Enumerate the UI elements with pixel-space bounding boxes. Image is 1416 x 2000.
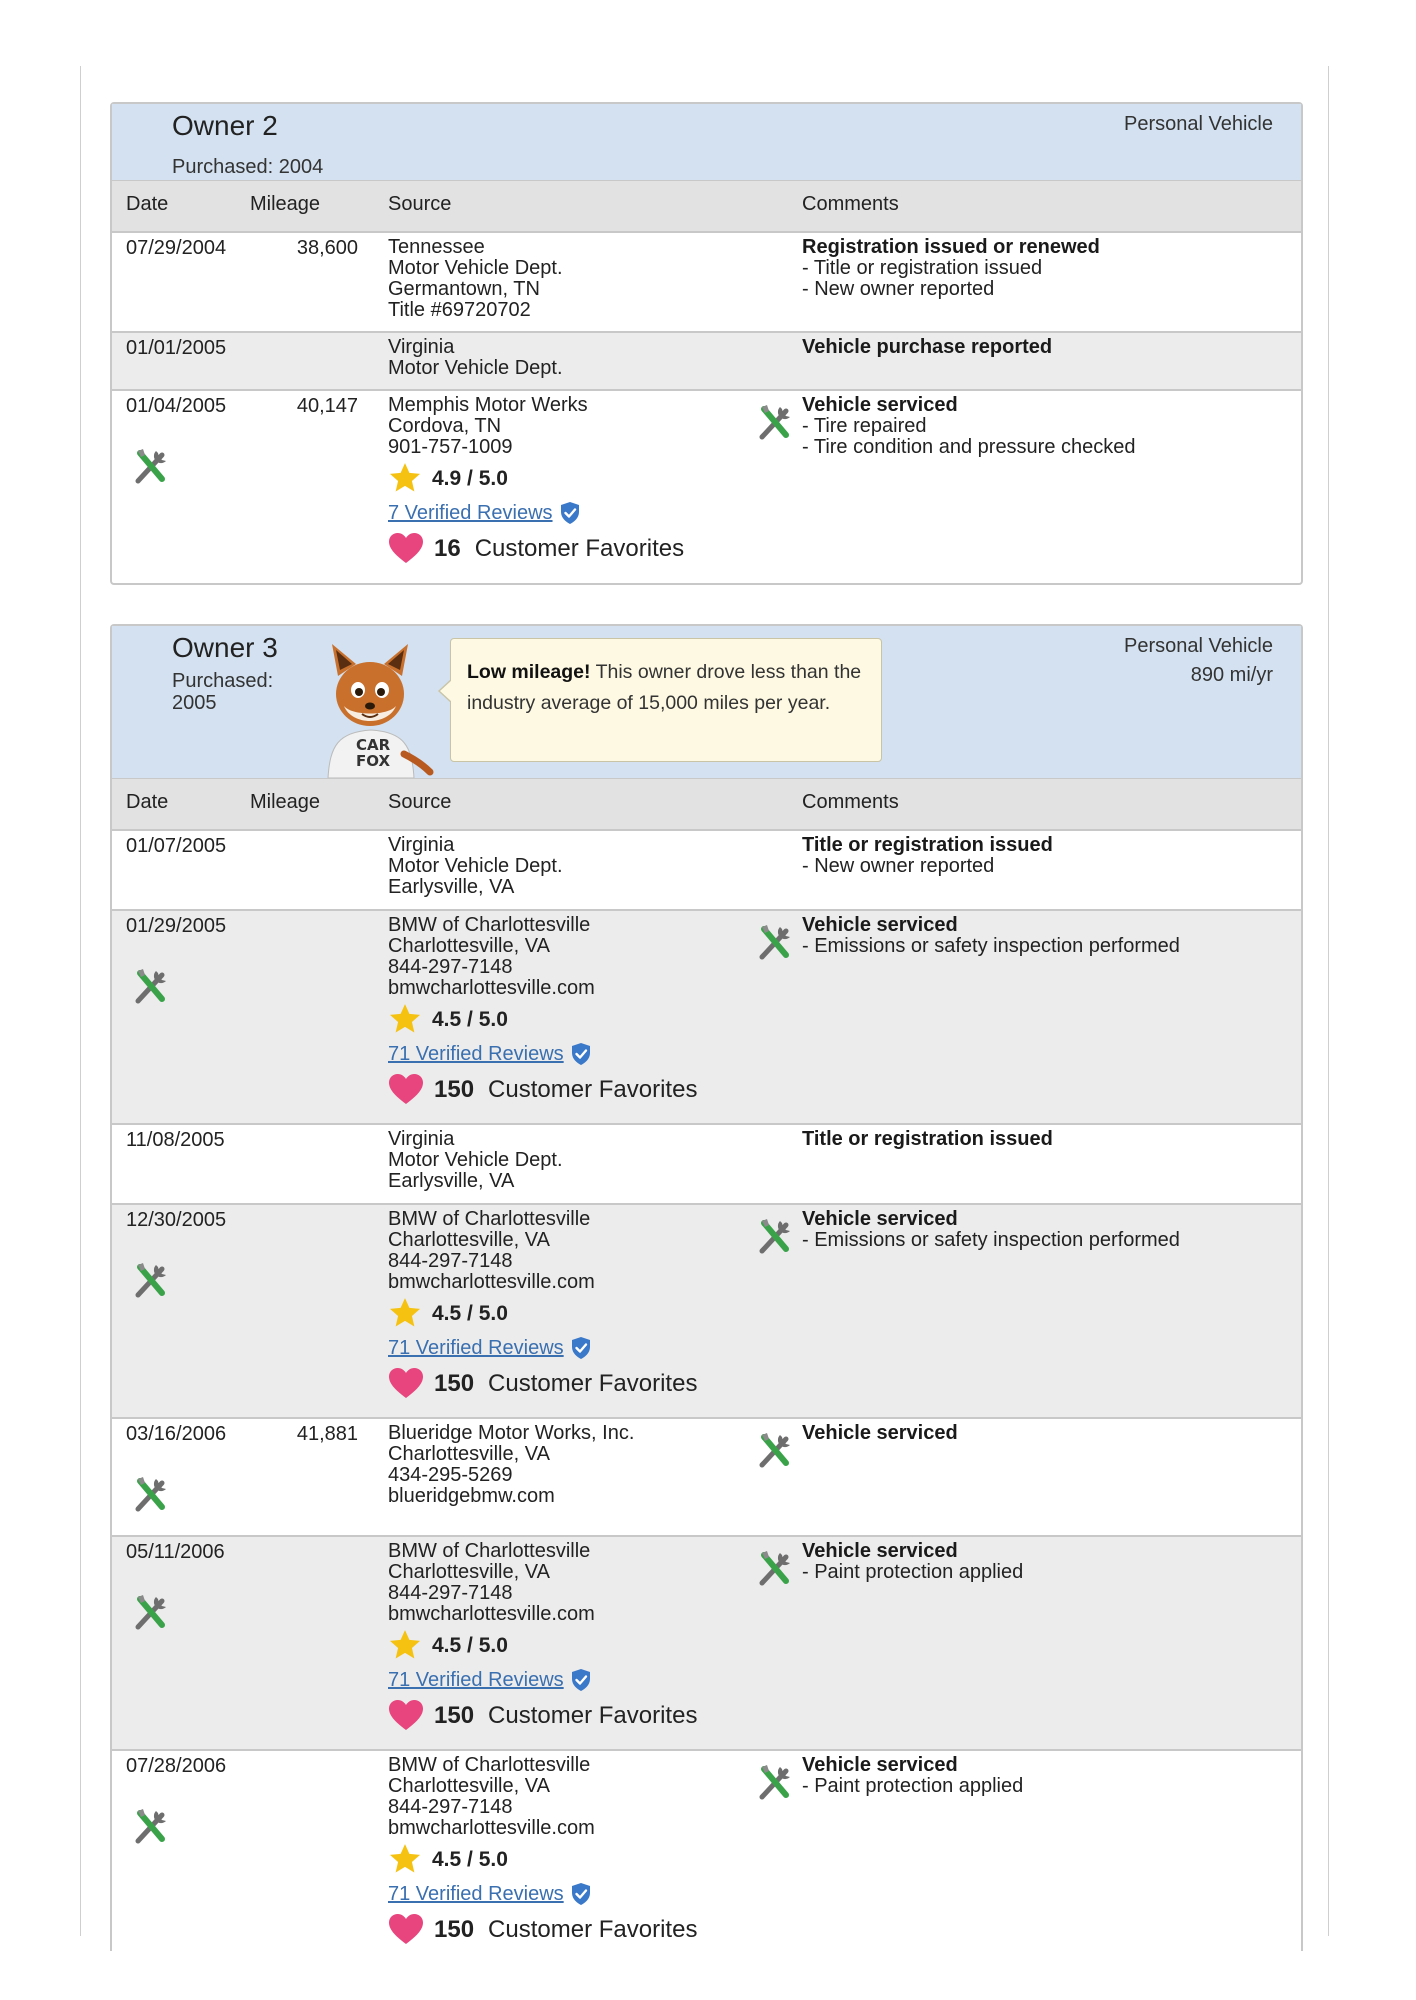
source-line: BMW of Charlottesville bbox=[388, 914, 591, 936]
record-date: 01/29/2005 bbox=[126, 915, 227, 937]
source-line: bmwcharlottesville.com bbox=[388, 1817, 595, 1839]
verified-reviews bbox=[388, 1877, 697, 1911]
source-line: BMW of Charlottesville bbox=[388, 1208, 591, 1230]
verified-reviews-link[interactable]: 7 Verified Reviews bbox=[388, 501, 553, 524]
record-comments bbox=[802, 1209, 1180, 1251]
source-line: Earlysville, VA bbox=[388, 876, 515, 898]
comment-title: Title or registration issued bbox=[802, 834, 1053, 856]
service-wrench-icon bbox=[756, 1761, 794, 1803]
record-date: 01/04/2005 bbox=[126, 395, 227, 417]
dealer-rating bbox=[388, 1841, 697, 1877]
owner-title: Owner 2 bbox=[172, 110, 278, 141]
tip-text: This owner drove less than the industry average of 15,000 miles per year. bbox=[467, 661, 862, 714]
record-source bbox=[388, 395, 684, 566]
record-date: 11/08/2005 bbox=[126, 1129, 225, 1151]
heart-icon bbox=[388, 1367, 434, 1399]
favorites-count: 16 bbox=[434, 534, 461, 562]
source-line: 434-295-5269 bbox=[388, 1464, 513, 1486]
owner-2-records bbox=[112, 233, 1301, 583]
verified-badge-icon bbox=[564, 1042, 592, 1066]
owner-title: Owner 3 bbox=[172, 632, 278, 663]
source-line: Charlottesville, VA bbox=[388, 1775, 550, 1797]
comment-line: - Title or registration issued bbox=[802, 257, 1043, 279]
record-source bbox=[388, 1541, 697, 1733]
rating-value: 4.5 / 5.0 bbox=[432, 1633, 508, 1657]
comment-line: - Paint protection applied bbox=[802, 1775, 1024, 1797]
mascot-shirt-text-2: FOX bbox=[356, 752, 391, 770]
col-comments: Comments bbox=[802, 193, 899, 215]
customer-favorites bbox=[388, 530, 684, 566]
comment-title: Title or registration issued bbox=[802, 1128, 1053, 1150]
comment-title: Vehicle serviced bbox=[802, 1422, 958, 1444]
favorites-label: Customer Favorites bbox=[488, 1701, 698, 1729]
source-line: Motor Vehicle Dept. bbox=[388, 357, 563, 379]
source-line: Memphis Motor Werks bbox=[388, 394, 588, 416]
heart-icon bbox=[388, 532, 434, 564]
comment-line: - Tire condition and pressure checked bbox=[802, 436, 1136, 458]
source-line: 901-757-1009 bbox=[388, 436, 513, 458]
record-mileage: 38,600 bbox=[296, 237, 358, 259]
source-line: Motor Vehicle Dept. bbox=[388, 1149, 563, 1171]
owner-3-records bbox=[112, 831, 1301, 1951]
heart-icon bbox=[388, 1913, 434, 1945]
record-source bbox=[388, 835, 563, 898]
record-row bbox=[112, 233, 1301, 333]
col-mileage: Mileage bbox=[250, 791, 321, 813]
source-line: Charlottesville, VA bbox=[388, 1443, 550, 1465]
service-wrench-icon bbox=[132, 965, 170, 1007]
rating-value: 4.9 / 5.0 bbox=[432, 466, 508, 490]
favorites-count: 150 bbox=[434, 1369, 475, 1397]
owner-usage bbox=[1124, 110, 1273, 139]
source-line: BMW of Charlottesville bbox=[388, 1540, 591, 1562]
record-date: 01/07/2005 bbox=[126, 835, 227, 857]
rating-value: 4.5 / 5.0 bbox=[432, 1847, 508, 1871]
favorites-count: 150 bbox=[434, 1915, 475, 1943]
record-date: 01/01/2005 bbox=[126, 337, 227, 359]
owner-2-section bbox=[110, 102, 1303, 585]
record-row bbox=[112, 1125, 1301, 1205]
favorites-label: Customer Favorites bbox=[488, 1369, 698, 1397]
comment-line: - New owner reported bbox=[802, 278, 995, 300]
record-comments bbox=[802, 337, 1052, 358]
record-comments bbox=[802, 1129, 1053, 1150]
record-comments bbox=[802, 835, 1053, 877]
record-row bbox=[112, 911, 1301, 1125]
owner-2-header bbox=[112, 104, 1301, 180]
source-line: Motor Vehicle Dept. bbox=[388, 855, 563, 877]
record-source bbox=[388, 1209, 697, 1401]
record-source bbox=[388, 1755, 697, 1947]
dealer-rating bbox=[388, 460, 684, 496]
owner-3-header bbox=[112, 626, 1301, 778]
comment-title: Vehicle serviced bbox=[802, 914, 958, 936]
record-comments bbox=[802, 395, 1136, 458]
service-wrench-icon bbox=[132, 1591, 170, 1633]
comment-line: - Tire repaired bbox=[802, 415, 927, 437]
source-line: bmwcharlottesville.com bbox=[388, 1603, 595, 1625]
favorites-label: Customer Favorites bbox=[488, 1075, 698, 1103]
comment-line: - Emissions or safety inspection performed bbox=[802, 1229, 1180, 1251]
verified-reviews bbox=[388, 1037, 697, 1071]
source-line: bmwcharlottesville.com bbox=[388, 977, 595, 999]
source-line: Virginia bbox=[388, 834, 455, 856]
source-line: Tennessee bbox=[388, 236, 485, 258]
service-wrench-icon bbox=[756, 921, 794, 963]
heart-icon bbox=[388, 1699, 434, 1731]
source-line: Virginia bbox=[388, 1128, 455, 1150]
dealer-rating bbox=[388, 1001, 697, 1037]
col-date: Date bbox=[126, 193, 169, 215]
tip-heading: Low mileage! bbox=[467, 661, 591, 683]
record-row bbox=[112, 1537, 1301, 1751]
source-line: 844-297-7148 bbox=[388, 956, 513, 978]
comment-title: Registration issued or renewed bbox=[802, 236, 1100, 258]
source-line: Title #69720702 bbox=[388, 299, 531, 321]
owner-purchased: Purchased: 2004 bbox=[172, 156, 324, 178]
record-comments bbox=[802, 915, 1180, 957]
comment-title: Vehicle serviced bbox=[802, 1208, 958, 1230]
star-icon bbox=[388, 461, 432, 495]
verified-reviews-link[interactable]: 71 Verified Reviews bbox=[388, 1042, 564, 1065]
record-comments bbox=[802, 1541, 1023, 1583]
record-comments bbox=[802, 1755, 1023, 1797]
star-icon bbox=[388, 1628, 432, 1662]
record-source bbox=[388, 915, 697, 1107]
comment-line: - Paint protection applied bbox=[802, 1561, 1024, 1583]
owner-purchased: Purchased: 2005 bbox=[172, 670, 274, 714]
service-wrench-icon bbox=[132, 1259, 170, 1301]
col-source: Source bbox=[388, 193, 452, 215]
verified-reviews bbox=[388, 1331, 697, 1365]
source-line: 844-297-7148 bbox=[388, 1796, 513, 1818]
source-line: Blueridge Motor Works, Inc. bbox=[388, 1422, 635, 1444]
source-line: Germantown, TN bbox=[388, 278, 540, 300]
verified-badge-icon bbox=[564, 1668, 592, 1692]
star-icon bbox=[388, 1842, 432, 1876]
col-date: Date bbox=[126, 791, 169, 813]
comment-line: - Emissions or safety inspection performed bbox=[802, 935, 1180, 957]
favorites-label: Customer Favorites bbox=[488, 1915, 698, 1943]
verified-reviews bbox=[388, 1663, 697, 1697]
source-line: BMW of Charlottesville bbox=[388, 1754, 591, 1776]
source-line: Charlottesville, VA bbox=[388, 935, 550, 957]
comment-line: - New owner reported bbox=[802, 855, 995, 877]
service-wrench-icon bbox=[756, 1429, 794, 1471]
record-date: 03/16/2006 bbox=[126, 1423, 227, 1445]
verified-badge-icon bbox=[564, 1336, 592, 1360]
customer-favorites bbox=[388, 1697, 697, 1733]
usage-type: Personal Vehicle bbox=[1124, 113, 1273, 135]
heart-icon bbox=[388, 1073, 434, 1105]
verified-reviews-link[interactable]: 71 Verified Reviews bbox=[388, 1668, 564, 1691]
record-source bbox=[388, 1423, 634, 1507]
source-line: bmwcharlottesville.com bbox=[388, 1271, 595, 1293]
verified-reviews bbox=[388, 496, 684, 530]
customer-favorites bbox=[388, 1071, 697, 1107]
record-source bbox=[388, 237, 563, 321]
record-row bbox=[112, 1419, 1301, 1537]
dealer-rating bbox=[388, 1627, 697, 1663]
source-line: Earlysville, VA bbox=[388, 1170, 515, 1192]
comment-title: Vehicle serviced bbox=[802, 394, 958, 416]
source-line: Charlottesville, VA bbox=[388, 1229, 550, 1251]
column-headers bbox=[112, 778, 1301, 831]
service-wrench-icon bbox=[756, 1547, 794, 1589]
comment-title: Vehicle serviced bbox=[802, 1754, 958, 1776]
source-line: 844-297-7148 bbox=[388, 1250, 513, 1272]
col-mileage: Mileage bbox=[250, 193, 321, 215]
record-row bbox=[112, 1751, 1301, 1951]
record-row bbox=[112, 333, 1301, 391]
dealer-rating bbox=[388, 1295, 697, 1331]
record-row bbox=[112, 391, 1301, 583]
service-wrench-icon bbox=[756, 401, 794, 443]
verified-badge-icon bbox=[553, 501, 581, 525]
verified-reviews-link[interactable]: 71 Verified Reviews bbox=[388, 1882, 564, 1905]
usage-rate: 890 mi/yr bbox=[1190, 664, 1273, 686]
source-line: Charlottesville, VA bbox=[388, 1561, 550, 1583]
service-wrench-icon bbox=[132, 445, 170, 487]
record-row bbox=[112, 1205, 1301, 1419]
usage-type: Personal Vehicle bbox=[1124, 635, 1273, 657]
star-icon bbox=[388, 1296, 432, 1330]
service-wrench-icon bbox=[132, 1473, 170, 1515]
low-mileage-tip bbox=[450, 638, 882, 762]
source-line: Virginia bbox=[388, 336, 455, 358]
record-date: 07/29/2004 bbox=[126, 237, 227, 259]
record-source bbox=[388, 337, 563, 379]
record-date: 12/30/2005 bbox=[126, 1209, 227, 1231]
col-comments: Comments bbox=[802, 791, 899, 813]
owner-3-section bbox=[110, 624, 1303, 1951]
mascot-shirt-text-1: CAR bbox=[356, 736, 391, 754]
column-headers bbox=[112, 180, 1301, 233]
source-line: Motor Vehicle Dept. bbox=[388, 257, 563, 279]
record-mileage: 41,881 bbox=[296, 1423, 358, 1445]
verified-badge-icon bbox=[564, 1882, 592, 1906]
record-row bbox=[112, 831, 1301, 911]
favorites-count: 150 bbox=[434, 1701, 475, 1729]
comment-title: Vehicle purchase reported bbox=[802, 336, 1053, 358]
rating-value: 4.5 / 5.0 bbox=[432, 1301, 508, 1325]
star-icon bbox=[388, 1002, 432, 1036]
left-page-rule bbox=[80, 66, 81, 1936]
record-comments bbox=[802, 237, 1100, 300]
verified-reviews-link[interactable]: 71 Verified Reviews bbox=[388, 1336, 564, 1359]
service-wrench-icon bbox=[756, 1215, 794, 1257]
record-mileage: 40,147 bbox=[296, 395, 358, 417]
right-page-rule bbox=[1328, 66, 1329, 1936]
owner-usage bbox=[1124, 632, 1273, 690]
comment-title: Vehicle serviced bbox=[802, 1540, 958, 1562]
car-fox-mascot bbox=[308, 636, 434, 778]
record-date: 05/11/2006 bbox=[126, 1541, 225, 1563]
source-line: Cordova, TN bbox=[388, 415, 502, 437]
customer-favorites bbox=[388, 1911, 697, 1947]
service-wrench-icon bbox=[132, 1805, 170, 1847]
customer-favorites bbox=[388, 1365, 697, 1401]
record-date: 07/28/2006 bbox=[126, 1755, 227, 1777]
rating-value: 4.5 / 5.0 bbox=[432, 1007, 508, 1031]
favorites-count: 150 bbox=[434, 1075, 475, 1103]
record-source bbox=[388, 1129, 563, 1192]
favorites-label: Customer Favorites bbox=[474, 534, 685, 562]
record-comments bbox=[802, 1423, 958, 1444]
source-line: 844-297-7148 bbox=[388, 1582, 513, 1604]
col-source: Source bbox=[388, 791, 452, 813]
source-line: blueridgebmw.com bbox=[388, 1485, 555, 1507]
